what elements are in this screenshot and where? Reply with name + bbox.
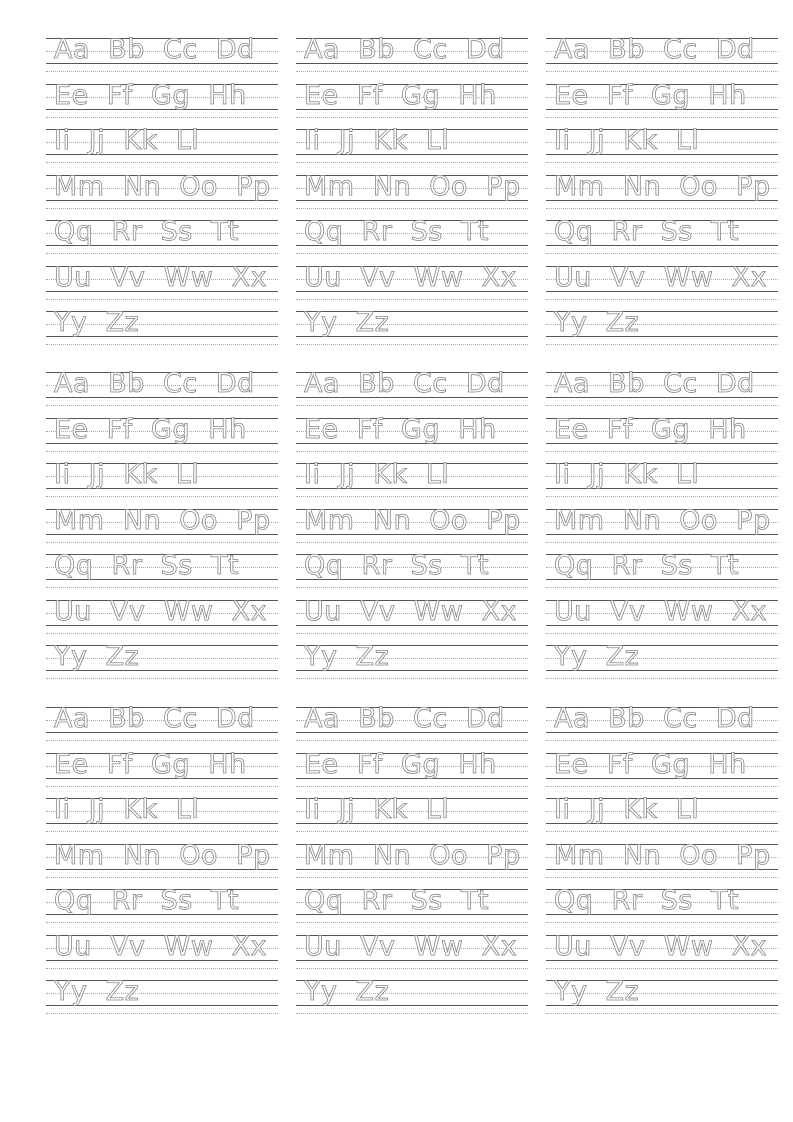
handwriting-row [546, 595, 778, 646]
handwriting-row [546, 79, 778, 130]
handwriting-row [296, 703, 528, 753]
handwriting-row [46, 595, 278, 646]
trace-letters: Uu Vv Ww Xx [304, 595, 518, 627]
trace-letters: Ii Jj Kk Ll [304, 794, 450, 825]
handwriting-row [296, 125, 528, 175]
descender-line [46, 968, 278, 969]
handwriting-row [546, 368, 778, 418]
trace-letters: Qq Rr Ss Tt [304, 216, 490, 247]
trace-letters: Mm Nn Oo Pp [54, 839, 271, 871]
descender-line [296, 968, 528, 969]
descender-line [46, 922, 278, 923]
handwriting-row [546, 170, 778, 221]
trace-letters: Mm Nn Oo Pp [54, 504, 271, 536]
descender-line [46, 451, 278, 452]
handwriting-row [46, 261, 278, 312]
trace-letters: Yy Zz [54, 641, 140, 672]
tracing-block [46, 368, 278, 691]
trace-letters: Ee Ff Gg Hh [304, 79, 497, 111]
descender-line [296, 208, 528, 209]
trace-letters: Aa Bb Cc Dd [54, 34, 255, 65]
descender-line [296, 922, 528, 923]
handwriting-row [46, 170, 278, 221]
trace-letters: Ii Jj Kk Ll [554, 794, 700, 825]
handwriting-row [296, 79, 528, 130]
handwriting-row [46, 125, 278, 175]
trace-letters: Uu Vv Ww Xx [554, 930, 768, 962]
handwriting-row [296, 976, 528, 1026]
descender-line [46, 344, 278, 345]
descender-line [296, 117, 528, 118]
descender-line [46, 740, 278, 741]
trace-letters: Ee Ff Gg Hh [54, 413, 247, 445]
descender-line [546, 786, 778, 787]
descender-line [296, 831, 528, 832]
trace-letters: Yy Zz [554, 307, 640, 338]
trace-letters: Ee Ff Gg Hh [554, 748, 747, 780]
descender-line [546, 587, 778, 588]
handwriting-row [46, 550, 278, 600]
trace-letters: Qq Rr Ss Tt [54, 550, 240, 581]
handwriting-row [296, 261, 528, 312]
descender-line [546, 71, 778, 72]
handwriting-row [46, 34, 278, 84]
descender-line [46, 877, 278, 878]
handwriting-row [296, 459, 528, 509]
handwriting-row [296, 216, 528, 266]
descender-line [46, 587, 278, 588]
trace-letters: Aa Bb Cc Dd [554, 703, 755, 734]
trace-letters: Qq Rr Ss Tt [54, 885, 240, 916]
handwriting-row [546, 34, 778, 84]
handwriting-row [296, 368, 528, 418]
handwriting-row [546, 839, 778, 890]
trace-letters: Yy Zz [554, 641, 640, 672]
handwriting-row [46, 413, 278, 464]
trace-letters: Ee Ff Gg Hh [54, 79, 247, 111]
trace-letters: Qq Rr Ss Tt [54, 216, 240, 247]
tracing-block [46, 703, 278, 1026]
trace-letters: Ii Jj Kk Ll [304, 125, 450, 156]
descender-line [296, 71, 528, 72]
handwriting-row [46, 307, 278, 357]
trace-letters: Uu Vv Ww Xx [54, 261, 268, 293]
tracing-block [546, 34, 778, 357]
trace-letters: Uu Vv Ww Xx [54, 930, 268, 962]
descender-line [546, 633, 778, 634]
trace-letters: Qq Rr Ss Tt [554, 885, 740, 916]
handwriting-row [296, 170, 528, 221]
trace-letters: Yy Zz [54, 307, 140, 338]
descender-line [46, 208, 278, 209]
handwriting-row [546, 641, 778, 691]
descender-line [46, 831, 278, 832]
tracing-block [296, 34, 528, 357]
descender-line [546, 831, 778, 832]
handwriting-row [46, 79, 278, 130]
handwriting-row [296, 885, 528, 935]
trace-letters: Yy Zz [54, 976, 140, 1007]
trace-letters: Uu Vv Ww Xx [54, 595, 268, 627]
handwriting-row [296, 34, 528, 84]
descender-line [46, 1013, 278, 1014]
handwriting-row [296, 550, 528, 600]
descender-line [546, 1013, 778, 1014]
trace-letters: Aa Bb Cc Dd [304, 368, 505, 399]
descender-line [296, 1013, 528, 1014]
descender-line [546, 542, 778, 543]
handwriting-row [296, 307, 528, 357]
descender-line [546, 299, 778, 300]
trace-letters: Aa Bb Cc Dd [54, 703, 255, 734]
trace-letters: Mm Nn Oo Pp [54, 170, 271, 202]
trace-letters: Uu Vv Ww Xx [554, 595, 768, 627]
descender-line [296, 678, 528, 679]
tracing-block [296, 703, 528, 1026]
handwriting-row [546, 930, 778, 981]
trace-letters: Mm Nn Oo Pp [554, 170, 771, 202]
trace-letters: Ii Jj Kk Ll [554, 125, 700, 156]
descender-line [296, 877, 528, 878]
handwriting-row [546, 125, 778, 175]
descender-line [296, 786, 528, 787]
trace-letters: Ii Jj Kk Ll [304, 459, 450, 490]
descender-line [546, 405, 778, 406]
descender-line [546, 740, 778, 741]
trace-letters: Mm Nn Oo Pp [554, 504, 771, 536]
descender-line [296, 496, 528, 497]
descender-line [546, 162, 778, 163]
descender-line [296, 344, 528, 345]
trace-letters: Ee Ff Gg Hh [554, 413, 747, 445]
trace-letters: Uu Vv Ww Xx [304, 930, 518, 962]
descender-line [546, 344, 778, 345]
tracing-block [546, 703, 778, 1026]
descender-line [296, 162, 528, 163]
descender-line [46, 678, 278, 679]
trace-letters: Yy Zz [554, 976, 640, 1007]
handwriting-row [46, 459, 278, 509]
descender-line [546, 451, 778, 452]
descender-line [46, 162, 278, 163]
trace-letters: Qq Rr Ss Tt [554, 550, 740, 581]
trace-letters: Ee Ff Gg Hh [554, 79, 747, 111]
handwriting-row [296, 413, 528, 464]
handwriting-row [546, 794, 778, 844]
handwriting-row [296, 930, 528, 981]
trace-letters: Aa Bb Cc Dd [554, 368, 755, 399]
handwriting-row [46, 703, 278, 753]
descender-line [296, 633, 528, 634]
descender-line [296, 740, 528, 741]
handwriting-row [46, 368, 278, 418]
trace-letters: Mm Nn Oo Pp [304, 170, 521, 202]
handwriting-row [546, 261, 778, 312]
descender-line [46, 542, 278, 543]
descender-line [546, 968, 778, 969]
trace-letters: Ii Jj Kk Ll [554, 459, 700, 490]
handwriting-row [296, 641, 528, 691]
descender-line [296, 587, 528, 588]
handwriting-row [296, 595, 528, 646]
handwriting-row [546, 216, 778, 266]
handwriting-row [546, 748, 778, 799]
handwriting-row [46, 930, 278, 981]
trace-letters: Ee Ff Gg Hh [304, 748, 497, 780]
descender-line [546, 922, 778, 923]
handwriting-row [546, 885, 778, 935]
trace-letters: Uu Vv Ww Xx [554, 261, 768, 293]
trace-letters: Yy Zz [304, 641, 390, 672]
descender-line [296, 253, 528, 254]
handwriting-row [546, 550, 778, 600]
handwriting-row [296, 794, 528, 844]
handwriting-row [46, 794, 278, 844]
trace-letters: Qq Rr Ss Tt [554, 216, 740, 247]
trace-letters: Aa Bb Cc Dd [554, 34, 755, 65]
tracing-block [296, 368, 528, 691]
handwriting-row [546, 703, 778, 753]
trace-letters: Ee Ff Gg Hh [304, 413, 497, 445]
descender-line [46, 496, 278, 497]
trace-letters: Ii Jj Kk Ll [54, 125, 200, 156]
descender-line [46, 253, 278, 254]
trace-letters: Mm Nn Oo Pp [554, 839, 771, 871]
trace-letters: Ii Jj Kk Ll [54, 794, 200, 825]
descender-line [296, 405, 528, 406]
descender-line [46, 71, 278, 72]
descender-line [296, 542, 528, 543]
handwriting-row [296, 504, 528, 555]
handwriting-row [296, 748, 528, 799]
trace-letters: Mm Nn Oo Pp [304, 839, 521, 871]
trace-letters: Mm Nn Oo Pp [304, 504, 521, 536]
descender-line [46, 633, 278, 634]
handwriting-row [46, 748, 278, 799]
trace-letters: Aa Bb Cc Dd [54, 368, 255, 399]
trace-letters: Uu Vv Ww Xx [304, 261, 518, 293]
handwriting-row [46, 885, 278, 935]
tracing-block [46, 34, 278, 357]
handwriting-row [546, 307, 778, 357]
handwriting-row [46, 976, 278, 1026]
descender-line [46, 786, 278, 787]
handwriting-row [46, 839, 278, 890]
tracing-block [546, 368, 778, 691]
descender-line [46, 405, 278, 406]
trace-letters: Ee Ff Gg Hh [54, 748, 247, 780]
handwriting-row [546, 413, 778, 464]
handwriting-row [46, 216, 278, 266]
trace-letters: Aa Bb Cc Dd [304, 34, 505, 65]
trace-letters: Ii Jj Kk Ll [54, 459, 200, 490]
descender-line [546, 208, 778, 209]
trace-letters: Aa Bb Cc Dd [304, 703, 505, 734]
descender-line [546, 117, 778, 118]
descender-line [546, 253, 778, 254]
descender-line [546, 496, 778, 497]
trace-letters: Yy Zz [304, 307, 390, 338]
handwriting-row [546, 459, 778, 509]
descender-line [46, 299, 278, 300]
handwriting-row [46, 504, 278, 555]
handwriting-row [546, 976, 778, 1026]
descender-line [296, 451, 528, 452]
trace-letters: Yy Zz [304, 976, 390, 1007]
descender-line [46, 117, 278, 118]
descender-line [546, 678, 778, 679]
descender-line [296, 299, 528, 300]
trace-letters: Qq Rr Ss Tt [304, 550, 490, 581]
handwriting-row [546, 504, 778, 555]
trace-letters: Qq Rr Ss Tt [304, 885, 490, 916]
handwriting-row [46, 641, 278, 691]
handwriting-row [296, 839, 528, 890]
descender-line [546, 877, 778, 878]
